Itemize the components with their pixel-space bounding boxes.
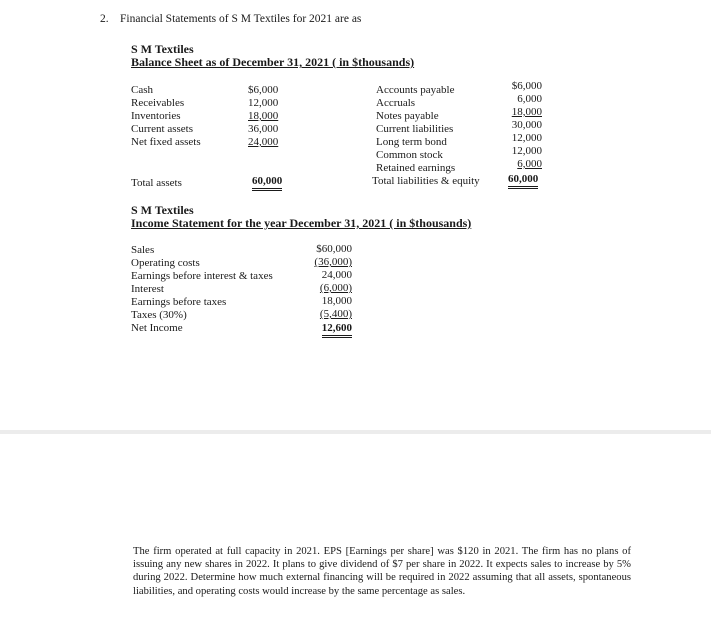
problem-paragraph: The firm operated at full capacity in 2021. EPS [Earnings per share] was $120 in 2021. The firm has no plans of issuing any new shares in 2022. It plans to give dividend of $7 per share in 2022. It expects sales to increase by 5% during 2022. Determine how much external financing will be required in 2022 assuming that all assets, spontaneous liabilities, and operating costs would increase by the same percentage as sales. (133, 546, 631, 597)
liability-value: $6,000 (511, 80, 542, 92)
liability-value: 6,000 (517, 158, 542, 170)
liability-label: Current liabilities (376, 123, 454, 135)
income-value: (5,400) (319, 308, 352, 320)
net-income-value: 12,600 (322, 322, 352, 338)
total-liabilities-value-wrap (508, 173, 538, 186)
liability-value: 30,000 (511, 119, 542, 131)
question-text: Financial Statements of S M Textiles for 2021 are as (120, 13, 362, 25)
income-value: (6,000) (319, 282, 352, 294)
income-label: Net Income (131, 322, 183, 334)
asset-label: Cash (131, 84, 153, 96)
income-value: (36,000) (314, 256, 352, 268)
liability-label: Accruals (376, 97, 416, 109)
liability-value: 18,000 (511, 106, 542, 118)
balance-sheet-company: S M Textiles (131, 42, 194, 56)
asset-value: 36,000 (248, 123, 279, 135)
liability-label: Common stock (376, 149, 443, 161)
total-assets-label: Total assets (131, 177, 182, 189)
asset-value: 12,000 (248, 97, 279, 109)
income-label: Earnings before taxes (131, 296, 227, 308)
asset-value: $6,000 (248, 84, 279, 96)
income-value: 24,000 (321, 269, 352, 281)
total-assets-value-wrap (252, 175, 282, 188)
liability-value: 12,000 (511, 132, 542, 144)
income-labels (131, 244, 273, 335)
income-statement-title: Income Statement for the year December 31, 2021 ( in $thousands) (131, 216, 472, 230)
page-divider (0, 430, 711, 434)
liability-label: Retained earnings (376, 162, 456, 174)
assets-labels (131, 84, 201, 149)
asset-label: Net fixed assets (131, 136, 201, 148)
liabilities-labels (376, 84, 455, 175)
liability-label: Notes payable (376, 110, 439, 122)
income-label: Earnings before interest & taxes (131, 270, 273, 282)
liability-label: Long term bond (376, 136, 447, 148)
income-statement-company: S M Textiles (131, 203, 194, 217)
income-value: 18,000 (321, 295, 352, 307)
assets-values (248, 84, 286, 149)
asset-value: 18,000 (248, 110, 279, 122)
total-liabilities-value: 60,000 (508, 173, 538, 189)
liability-label: Accounts payable (376, 84, 455, 96)
question-heading (100, 13, 361, 25)
liabilities-values (498, 80, 542, 171)
asset-value: 24,000 (248, 136, 279, 148)
income-value: $60,000 (316, 243, 352, 255)
liability-value: 6,000 (517, 93, 542, 105)
balance-sheet-title: Balance Sheet as of December 31, 2021 ( in $thousands) (131, 55, 415, 69)
income-label: Operating costs (131, 257, 200, 269)
total-assets-value: 60,000 (252, 175, 282, 191)
liability-value: 12,000 (511, 145, 542, 157)
income-label: Interest (131, 283, 164, 295)
total-liabilities-label: Total liabilities & equity (372, 175, 480, 187)
asset-label: Current assets (131, 123, 194, 135)
question-number: 2. (100, 13, 109, 25)
income-values (306, 243, 352, 335)
income-label: Taxes (30%) (131, 309, 187, 321)
income-label: Sales (131, 244, 155, 256)
asset-label: Receivables (131, 97, 185, 109)
asset-label: Inventories (131, 110, 181, 122)
